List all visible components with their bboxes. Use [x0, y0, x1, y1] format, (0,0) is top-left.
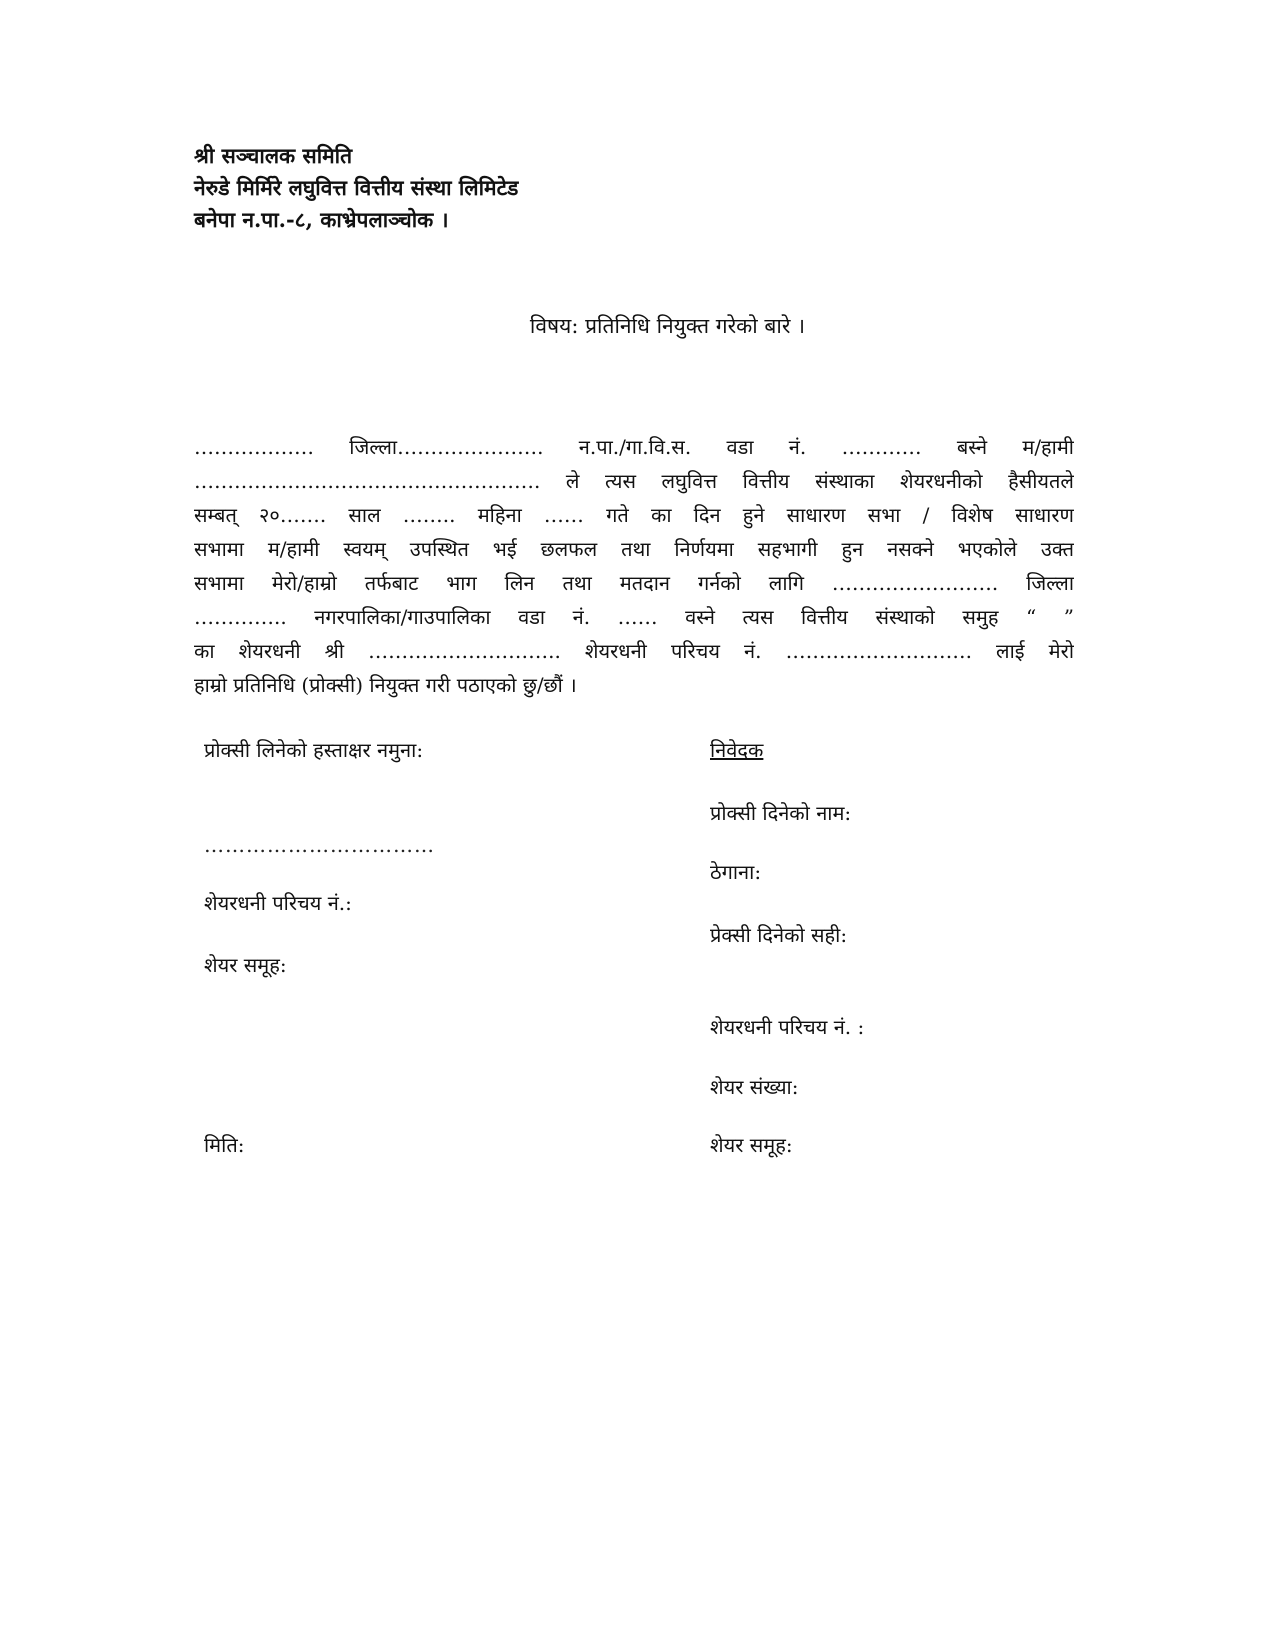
body-paragraph — [194, 430, 1074, 702]
body-line-6: ………….. नगरपालिका/गाउपालिका वडा नं. …… वस्ने त्यस वित्तीय संस्थाको समुह “ ” — [194, 605, 1074, 629]
right-share-group-label: शेयर समूह: — [710, 1133, 793, 1157]
address-label: ठेगाना: — [710, 860, 762, 884]
signature-dotted-line: …………………………… — [204, 833, 435, 857]
body-line-5: सभामा मेरो/हाम्रो तर्फबाट भाग लिन तथा मतदान गर्नको लागि ……………………. जिल्ला — [194, 571, 1074, 595]
body-line-3: सम्बत् २०……. साल …….. महिना …… गते का दिन हुने साधारण सभा / विशेष साधारण — [194, 503, 1074, 527]
subject-text: विषय: प्रतिनिधि नियुक्त गरेको बारे । — [529, 314, 806, 338]
addressee-line-2: नेरुडे मिर्मिरे लघुवित्त वित्तीय संस्था लिमिटेड — [194, 175, 519, 200]
proxy-signature-label: प्रोक्सी लिनेको हस्ताक्षर नमुना: — [204, 738, 424, 762]
proxy-giver-signature-label: प्रेक्सी दिनेको सही: — [710, 923, 848, 947]
left-shareholder-id-label: शेयरधनी परिचय नं.: — [204, 891, 352, 915]
body-line-8: हाम्रो प्रतिनिधि (प्रोक्सी) नियुक्त गरी पठाएको छु/छौं । — [194, 673, 577, 697]
left-share-group-label: शेयर समूह: — [204, 953, 287, 977]
body-line-1: ……………… जिल्ला…………………. न.पा./गा.वि.स. वडा नं. ………… बस्ने म/हामी — [194, 435, 1074, 459]
addressee-line-3: बनेपा न.पा.-८, काभ्रेपलाञ्चोक । — [194, 207, 449, 232]
proxy-giver-name-label: प्रोक्सी दिनेको नाम: — [710, 801, 852, 825]
share-count-label: शेयर संख्या: — [710, 1075, 799, 1099]
date-label: मिति: — [204, 1133, 245, 1157]
body-line-4: सभामा म/हामी स्वयम् उपस्थित भई छलफल तथा निर्णयमा सहभागी हुन नसक्ने भएकोले उक्त — [194, 537, 1074, 561]
right-shareholder-id-label: शेयरधनी परिचय नं. : — [710, 1015, 865, 1039]
addressee-block — [194, 140, 518, 236]
subject-line — [0, 310, 1275, 342]
body-line-2: ……………………………………………. ले त्यस लघुवित्त वित्तीय संस्थाका शेयरधनीको हैसीयतले — [194, 469, 1074, 493]
body-line-7: का शेयरधनी श्री ……………………….. शेयरधनी परिचय नं. ………………………. लाई मेरो — [194, 639, 1074, 663]
addressee-line-1: श्री सञ्चालक समिति — [194, 143, 353, 168]
applicant-heading: निवेदक — [710, 738, 764, 762]
